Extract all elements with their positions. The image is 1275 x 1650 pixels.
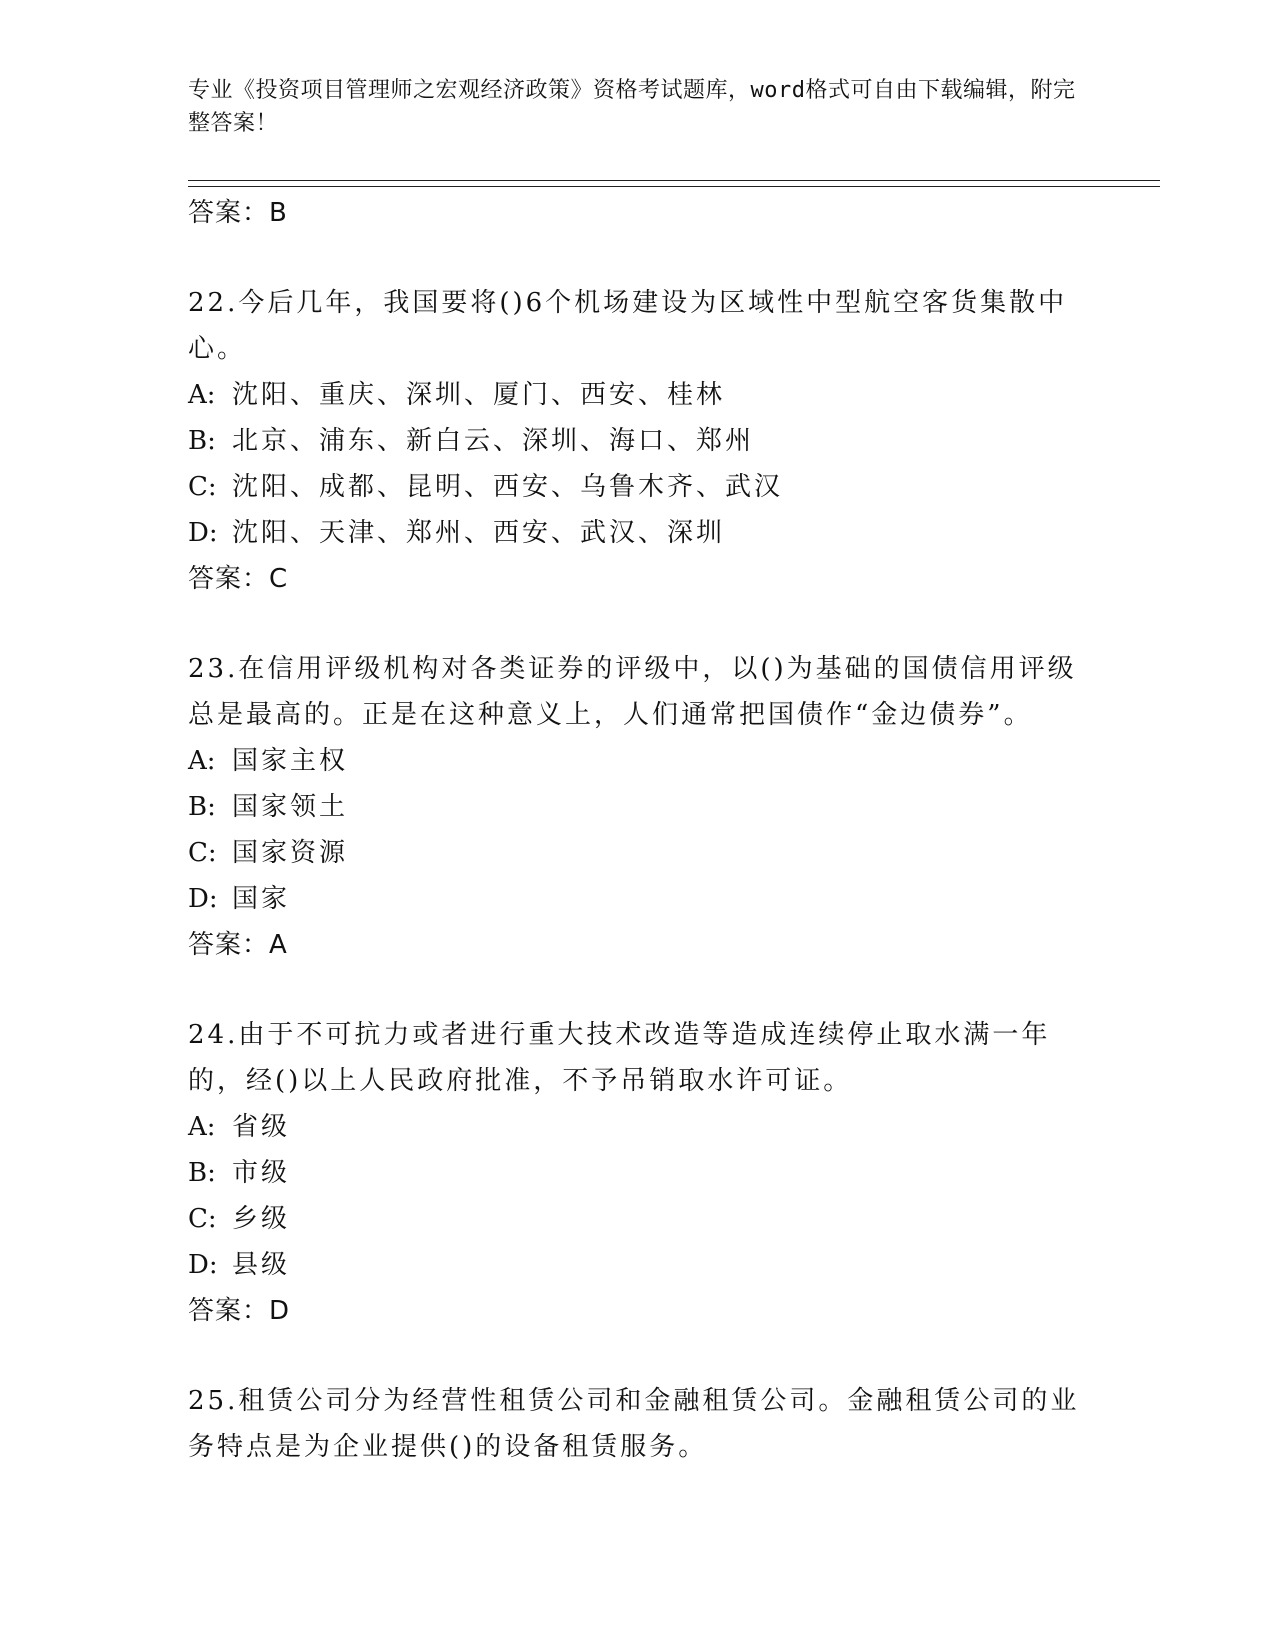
question-block [188, 280, 1088, 602]
option-letter: D: [188, 518, 218, 548]
answer-line: 答案：A [188, 930, 288, 960]
option-letter: C: [188, 1204, 217, 1234]
option-d [188, 510, 1088, 556]
option-text: 省级 [232, 1112, 291, 1142]
option-b [188, 1150, 1088, 1196]
option-letter: B: [188, 426, 216, 456]
header-divider [188, 180, 1160, 187]
option-letter: A: [188, 1112, 216, 1142]
option-letter: B: [188, 792, 216, 822]
answer-line: 答案：C [188, 564, 289, 594]
option-letter: D: [188, 1250, 218, 1280]
option-text: 国家主权 [232, 746, 349, 776]
option-c [188, 830, 1088, 876]
option-text: 沈阳、天津、郑州、西安、武汉、深圳 [232, 518, 726, 548]
option-text: 沈阳、重庆、深圳、厦门、西安、桂林 [232, 380, 726, 410]
option-text: 国家 [232, 884, 291, 914]
question-text: 25.租赁公司分为经营性租赁公司和金融租赁公司。金融租赁公司的业务特点是为企业提供()的设备租赁服务。 [188, 1386, 1080, 1462]
option-c [188, 1196, 1088, 1242]
question-block [188, 1378, 1088, 1470]
option-d [188, 1242, 1088, 1288]
document-body [188, 190, 1088, 1470]
answer-line: 答案：B [188, 198, 288, 228]
question-block [188, 646, 1088, 968]
document-header: 专业《投资项目管理师之宏观经济政策》资格考试题库，word格式可自由下载编辑，附完整答案！ [188, 78, 1076, 136]
option-b [188, 784, 1088, 830]
option-letter: A: [188, 380, 216, 410]
question-text: 22.今后几年，我国要将()6个机场建设为区域性中型航空客货集散中心。 [188, 288, 1068, 364]
option-text: 乡级 [232, 1204, 291, 1234]
answer-line: 答案：D [188, 1296, 291, 1326]
option-text: 市级 [232, 1158, 291, 1188]
option-text: 国家资源 [232, 838, 349, 868]
option-letter: A: [188, 746, 216, 776]
question-text: 23.在信用评级机构对各类证券的评级中，以()为基础的国债信用评级总是最高的。正是在这种意义上，人们通常把国债作“金边债券”。 [188, 654, 1077, 730]
option-text: 沈阳、成都、昆明、西安、乌鲁木齐、武汉 [232, 472, 784, 502]
question-block [188, 1012, 1088, 1334]
option-a [188, 1104, 1088, 1150]
option-text: 国家领土 [232, 792, 349, 822]
option-letter: D: [188, 884, 218, 914]
option-text: 县级 [232, 1250, 291, 1280]
option-text: 北京、浦东、新白云、深圳、海口、郑州 [232, 426, 755, 456]
option-letter: C: [188, 838, 217, 868]
question-text: 24.由于不可抗力或者进行重大技术改造等造成连续停止取水满一年的，经()以上人民政府批准，不予吊销取水许可证。 [188, 1020, 1051, 1096]
option-letter: C: [188, 472, 217, 502]
option-letter: B: [188, 1158, 216, 1188]
option-d [188, 876, 1088, 922]
option-a [188, 738, 1088, 784]
option-b [188, 418, 1088, 464]
option-a [188, 372, 1088, 418]
option-c [188, 464, 1088, 510]
